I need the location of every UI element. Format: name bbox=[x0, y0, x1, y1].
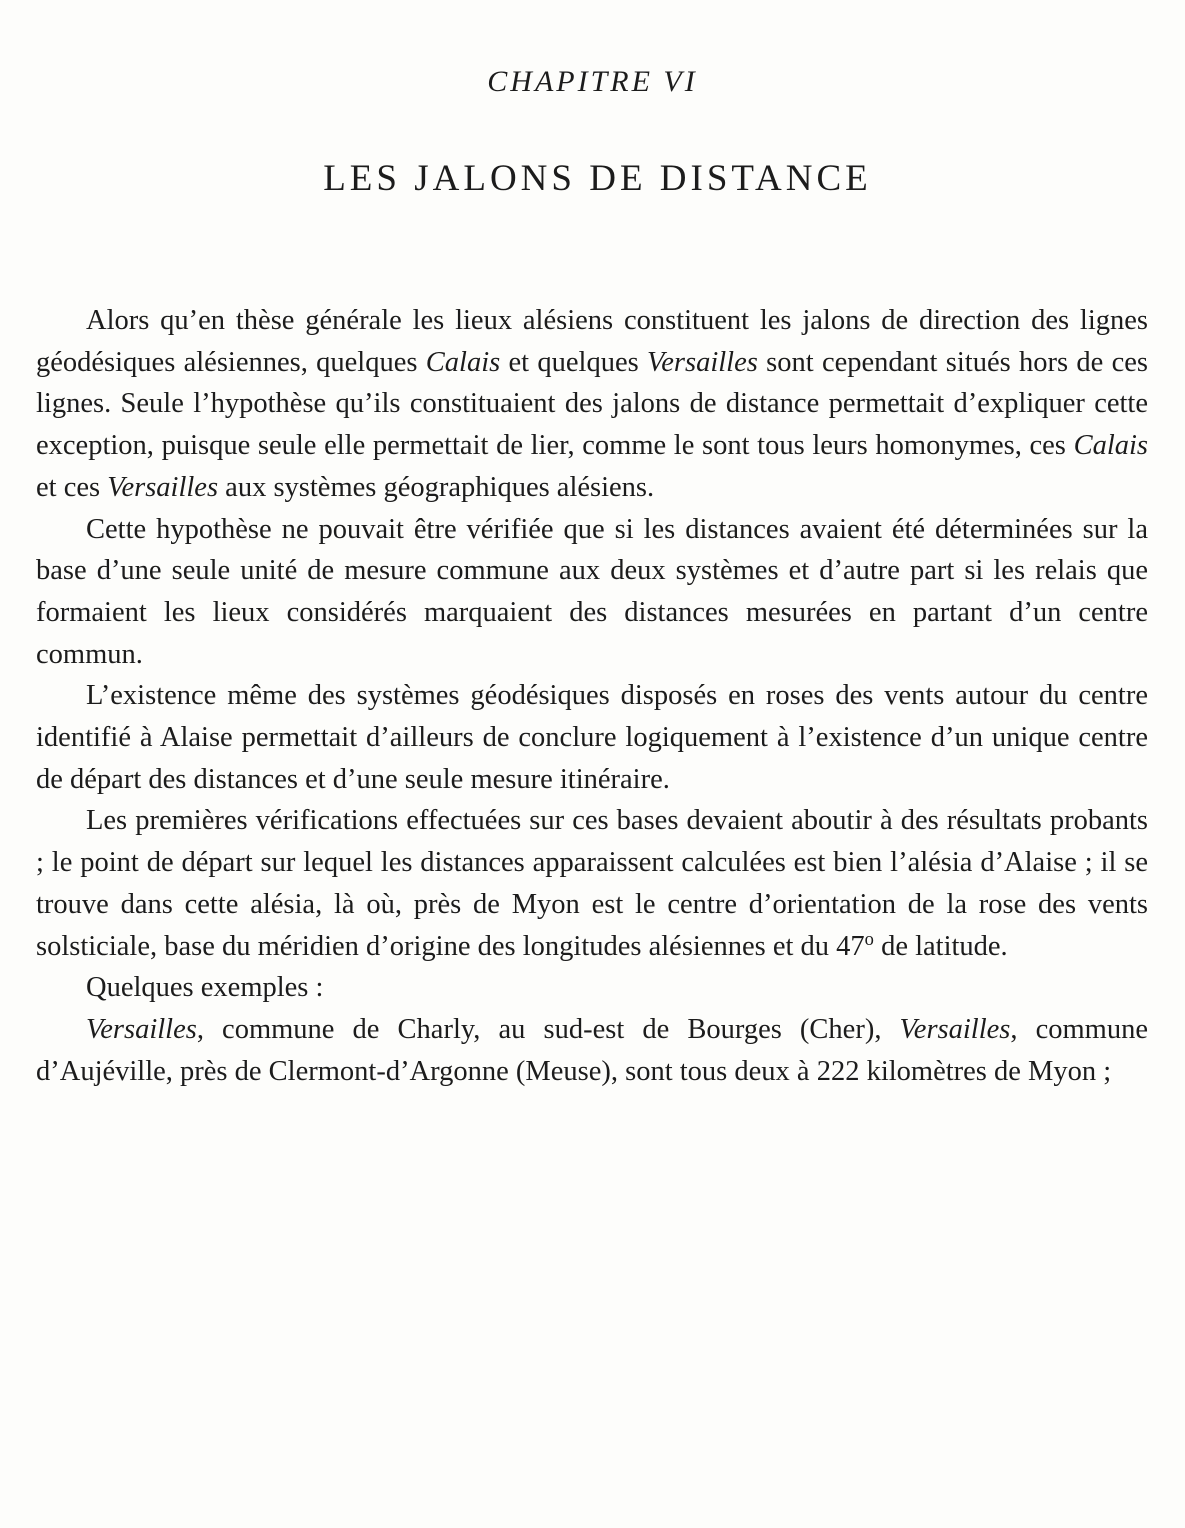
text-segment: et quelques bbox=[500, 346, 647, 378]
italic-place-name: Versailles bbox=[86, 1013, 197, 1045]
text-segment: , commune de Charly, au sud-est de Bourges (Cher), bbox=[196, 1013, 900, 1045]
distance-value: 222 bbox=[816, 1055, 860, 1087]
text-segment: Les premières vérifications effectuées sur ces bases devaient aboutir à des résultats probants ; le point de départ sur lequel les distances apparaissent calculées est bien l’alésia d’Alaise ; il se trouve dans cette alésia, là où, près de Myon est le centre d’orientation de la rose des vents solsticiale, base du méridien d’origine des longitudes alésiennes et du 47 bbox=[36, 805, 1148, 962]
text-segment: de latitude. bbox=[873, 930, 1008, 962]
text-segment: Quelques exemples : bbox=[86, 972, 324, 1004]
chapter-label: CHAPITRE VI bbox=[487, 65, 698, 98]
degree-superscript: o bbox=[864, 928, 874, 950]
paragraph-4 bbox=[36, 800, 1148, 967]
text-segment: Cette hypothèse ne pouvait être vérifiée que si les distances avaient été déterminées sur la base d’une seule unité de mesure commune aux deux systèmes et d’autre part si les relais que formaient les lieux considérés marquaient des distances mesurées en partant d’un centre commun. bbox=[36, 513, 1148, 670]
paragraph-2 bbox=[36, 509, 1148, 676]
text-segment: L’existence même des systèmes géodésiques disposés en roses des vents autour du centre identifié à Alaise permettait d’ailleurs de conclure logiquement à l’existence d’un unique centre de départ des distances et d’une seule mesure itinéraire. bbox=[36, 680, 1148, 795]
text-segment: sont cependant situés hors de ces lignes. Seule l’hypothèse qu’ils constituaient des jalons de distance permettait d’expliquer cette exception, puisque seule elle permettait de lier, comme le sont tous leurs homonymes, ces bbox=[36, 346, 1148, 462]
italic-place-name: Versailles bbox=[107, 471, 219, 503]
paragraph-5 bbox=[36, 967, 1148, 1009]
italic-place-name: Versailles bbox=[899, 1013, 1011, 1045]
text-segment: et ces bbox=[36, 471, 108, 503]
chapter-title: LES JALONS DE DISTANCE bbox=[323, 158, 872, 199]
body-text bbox=[36, 300, 1148, 1092]
text-segment: , commune d’Aujéville, près de Clermont-d’Argonne (Meuse), sont tous deux à bbox=[36, 1013, 1148, 1087]
text-segment: Alors qu’en thèse générale les lieux alésiens constituent les jalons de direction des lignes géodésiques alésiennes, quelques bbox=[36, 305, 1148, 378]
italic-place-name: Calais bbox=[425, 346, 501, 378]
text-segment: kilomètres de Myon ; bbox=[859, 1055, 1112, 1087]
paragraph-3 bbox=[36, 675, 1148, 800]
paragraph-6 bbox=[36, 1009, 1148, 1092]
italic-place-name: Calais bbox=[1073, 430, 1148, 462]
text-segment: aux systèmes géographiques alésiens. bbox=[218, 471, 655, 503]
paragraph-1 bbox=[36, 300, 1148, 509]
italic-place-name: Versailles bbox=[647, 346, 758, 378]
